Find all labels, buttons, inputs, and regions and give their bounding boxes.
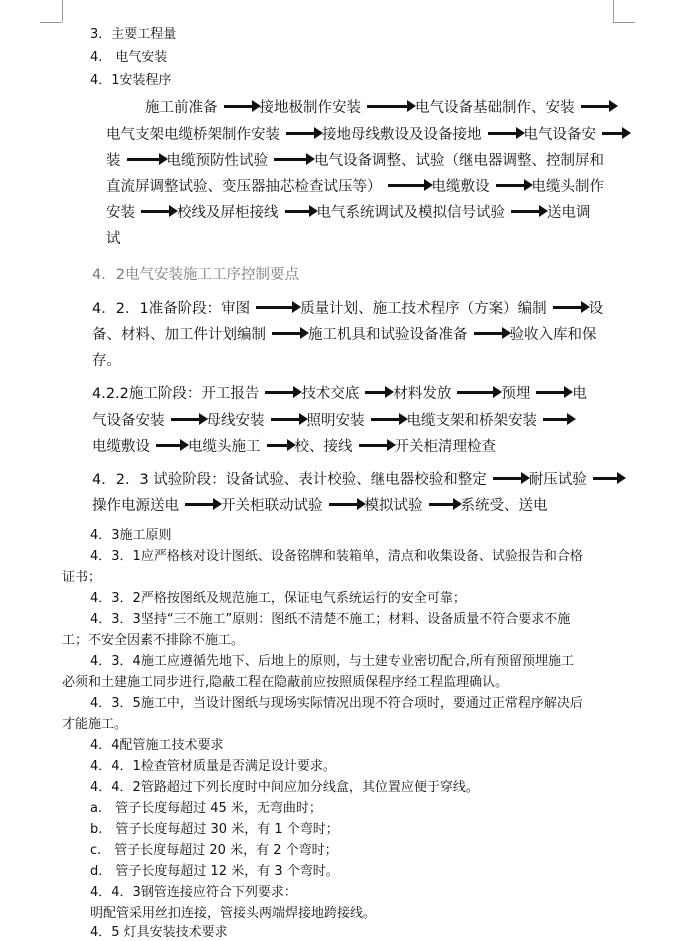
process-step: 安装 — [106, 205, 135, 221]
arrow-icon — [141, 210, 171, 213]
process-step: 耐压试验 — [528, 472, 587, 488]
arrow-icon — [493, 477, 523, 480]
process-step: 电气设备安 — [523, 127, 596, 143]
process-step: 验收入库和保 — [509, 327, 597, 343]
process-step: 设 — [588, 301, 604, 317]
process-step: 开关柜联动试验 — [221, 498, 323, 514]
paragraph-4-4-3: 4．4．3钢管连接应符合下列要求： — [90, 885, 297, 900]
process-step: 电缆支架和桥架安装 — [406, 413, 537, 429]
process-flow-line — [106, 151, 604, 171]
arrow-icon — [474, 332, 504, 335]
process-step: 母线安装 — [206, 413, 265, 429]
prep-stage-line — [92, 351, 121, 371]
prep-stage-line — [92, 325, 597, 345]
process-step: 送电调 — [547, 205, 591, 221]
process-step: 校、接线 — [294, 439, 353, 455]
process-step: 电缆头施工 — [188, 439, 261, 455]
process-step: 操作电源送电 — [92, 498, 179, 514]
arrow-icon — [496, 184, 526, 187]
test-stage-line — [92, 470, 625, 490]
arrow-icon — [171, 418, 201, 421]
prep-stage-line — [92, 299, 603, 319]
process-step: 电气设备调整、试验（继电器调整、控制屏和 — [314, 153, 604, 169]
process-flow-line — [106, 229, 121, 249]
arrow-icon — [274, 158, 308, 161]
section-4-1-heading: 4．1安装程序 — [90, 73, 172, 88]
paragraph-4-4-2: 4．4．2管路超过下列长度时中间应加分线盒，其位置应便于穿线。 — [90, 780, 479, 795]
process-flow-line — [145, 98, 617, 118]
process-step: 试 — [106, 231, 121, 247]
process-step: 施工机具和试验设备准备 — [308, 327, 468, 343]
process-flow-line — [106, 203, 591, 223]
process-step: 直流屏调整试验、变压器抽芯检查试压等） — [106, 179, 382, 195]
paragraph-4-3-4: 4．3．4施工应遵循先地下、后地上的原则，与土建专业密切配合,所有预留预埋施工 — [90, 654, 574, 669]
arrow-icon — [267, 444, 289, 447]
process-step: 气设备安装 — [92, 413, 165, 429]
list-item-b: b. 管子长度每超过 30 米，有 1 个弯时； — [90, 822, 339, 837]
section-4-heading: 4. 电气安装 — [90, 50, 168, 65]
process-step: 电缆敷设 — [431, 179, 490, 195]
crop-mark-top-right — [613, 0, 614, 22]
process-step: 电气设备基础制作、安装 — [415, 100, 575, 116]
process-step: 4．2．3 试验阶段：设备试验、表计校验、继电器校验和整定 — [92, 472, 487, 488]
arrow-icon — [457, 391, 495, 394]
construction-stage-line — [92, 384, 587, 404]
arrow-icon — [367, 105, 409, 108]
test-stage-line — [92, 496, 548, 516]
paragraph-4-3-2: 4．3．2严格按图纸及规范施工，保证电气系统运行的安全可靠； — [90, 591, 466, 606]
process-step: 技术交底 — [301, 386, 360, 402]
arrow-icon — [365, 391, 387, 394]
paragraph-4-3-3-cont: 工；不安全因素不排除不施工。 — [62, 633, 245, 648]
paragraph-4-3-1: 4．3．1应严格核对设计图纸、设备铭牌和装箱单，清点和收集设备、试验报告和合格 — [90, 549, 583, 564]
process-step: 模拟试验 — [364, 498, 423, 514]
section-3-heading: 3．主要工程量 — [90, 27, 177, 42]
process-step: 开关柜清理检查 — [394, 439, 496, 455]
crop-mark-top-right — [613, 22, 635, 23]
process-step: 电气支架电缆桥架制作安装 — [106, 127, 280, 143]
process-step: 电缆敷设 — [92, 439, 150, 455]
section-4-4-heading: 4．4配管施工技术要求 — [90, 738, 224, 753]
arrow-icon — [156, 444, 182, 447]
arrow-icon — [553, 306, 583, 309]
arrow-icon — [359, 444, 389, 447]
process-step: 接地极制作安装 — [259, 100, 361, 116]
arrow-icon — [371, 418, 401, 421]
arrow-icon — [256, 306, 294, 309]
arrow-icon — [265, 391, 295, 394]
process-step: 照明安装 — [306, 413, 365, 429]
list-item-c: c. 管子长度每超过 20 米，有 2 个弯时； — [90, 843, 338, 858]
paragraph-4-3-1-cont: 证书； — [62, 570, 102, 585]
arrow-icon — [543, 418, 569, 421]
crop-mark-top-left — [62, 0, 63, 22]
process-step: 4.2.2施工阶段：开工报告 — [92, 386, 260, 402]
paragraph-4-3-4-cont: 必须和土建施工同步进行,隐蔽工程在隐蔽前应按照质保程序经工程监理确认。 — [62, 675, 509, 690]
arrow-icon — [511, 210, 541, 213]
crop-mark-top-left — [40, 22, 62, 23]
arrow-icon — [602, 132, 624, 135]
arrow-icon — [286, 132, 316, 135]
arrow-icon — [272, 332, 302, 335]
process-step: 4．2．1准备阶段：审图 — [92, 301, 251, 317]
arrow-icon — [488, 132, 518, 135]
arrow-icon — [329, 503, 359, 506]
construction-stage-line — [92, 437, 496, 457]
process-step: 电缆预防性试验 — [166, 153, 268, 169]
list-item-d: d. 管子长度每超过 12 米，有 3 个弯时。 — [90, 864, 339, 879]
arrow-icon — [224, 105, 254, 108]
arrow-icon — [593, 477, 619, 480]
arrow-icon — [388, 184, 426, 187]
paragraph-4-3-5-cont: 才能施工。 — [62, 717, 128, 732]
process-flow-line — [106, 125, 630, 145]
section-4-3-heading: 4．3施工原则 — [90, 528, 172, 543]
process-step: 电气系统调试及模拟信号试验 — [316, 205, 505, 221]
arrow-icon — [536, 391, 566, 394]
process-step: 存。 — [92, 353, 121, 369]
process-step: 材料发放 — [393, 386, 452, 402]
section-4-5-heading: 4．5 灯具安装技术要求 — [90, 925, 228, 940]
process-flow-line — [106, 177, 604, 197]
process-step: 接地母线敷设及设备接地 — [322, 127, 482, 143]
process-step: 装 — [106, 153, 121, 169]
paragraph-4-4-3-detail: 明配管采用丝扣连接，管接头两端焊接地跨接线。 — [90, 906, 377, 921]
process-step: 电缆头制作 — [531, 179, 604, 195]
process-step: 校线及屏柜接线 — [177, 205, 279, 221]
arrow-icon — [271, 418, 301, 421]
process-step: 备、材料、加工件计划编制 — [92, 327, 266, 343]
arrow-icon — [429, 503, 455, 506]
paragraph-4-3-3: 4．3．3坚持“三不施工”原则：图纸不清楚不施工；材料、设备质量不符合要求不施 — [90, 612, 571, 627]
paragraph-4-4-1: 4．4．1检查管材质量是否满足设计要求。 — [90, 759, 336, 774]
arrow-icon — [127, 158, 161, 161]
process-step: 质量计划、施工技术程序（方案）编制 — [300, 301, 547, 317]
paragraph-4-3-5: 4．3．5施工中，当设计图纸与现场实际情况出现不符合项时，要通过正常程序解决后 — [90, 696, 583, 711]
section-4-2-heading: 4．2电气安装施工工序控制要点 — [92, 267, 299, 283]
process-step: 预埋 — [501, 386, 531, 402]
list-item-a: a. 管子长度每超过 45 米，无弯曲时； — [90, 801, 322, 816]
arrow-icon — [581, 105, 611, 108]
process-step: 系统受、送电 — [460, 498, 548, 514]
arrow-icon — [185, 503, 215, 506]
process-step: 电 — [572, 386, 587, 402]
process-step: 施工前准备 — [145, 100, 218, 116]
construction-stage-line — [92, 411, 575, 431]
arrow-icon — [285, 210, 311, 213]
